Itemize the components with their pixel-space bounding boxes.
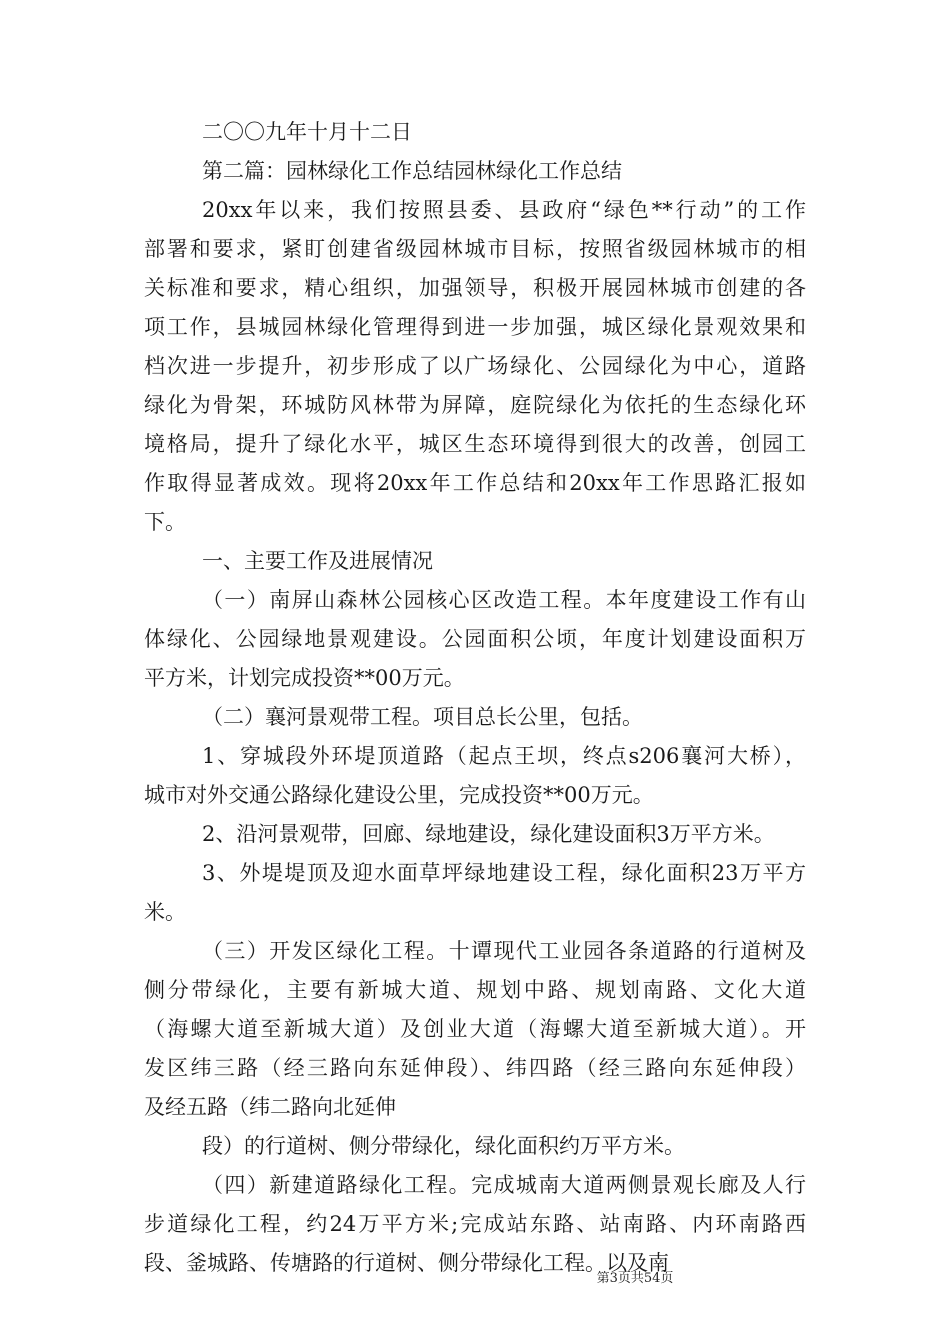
paragraph-line: 境格局，提升了绿化水平，城区生态环境得到很大的改善，创园工 — [144, 432, 806, 456]
paragraph-line: （一）南屏山森林公园核心区改造工程。本年度建设工作有山 — [202, 588, 806, 612]
paragraph-line: 关标准和要求，精心组织，加强领导，积极开展园林城市创建的各 — [144, 276, 806, 300]
section-title: 第二篇：园林绿化工作总结园林绿化工作总结 — [202, 159, 622, 183]
heading-main-work: 一、主要工作及进展情况 — [202, 549, 433, 573]
page-number-footer: 第3页共54页 — [596, 1271, 674, 1286]
date-line: 二〇〇九年十月十二日 — [202, 120, 412, 144]
paragraph-line: 段）的行道树、侧分带绿化，绿化面积约万平方米。 — [202, 1134, 685, 1158]
paragraph-line: 项工作，县城园林绿化管理得到进一步加强，城区绿化景观效果和 — [144, 315, 806, 339]
paragraph-line: 体绿化、公园绿地景观建设。公园面积公顷，年度计划建设面积万 — [144, 627, 806, 651]
paragraph-line: （二）襄河景观带工程。项目总长公里，包括。 — [202, 705, 643, 729]
paragraph-line: 档次进一步提升，初步形成了以广场绿化、公园绿化为中心，道路 — [144, 354, 806, 378]
paragraph-line: （海螺大道至新城大道）及创业大道（海螺大道至新城大道）。开 — [144, 1017, 806, 1041]
paragraph-line: 1、穿城段外环堤顶道路（起点王坝，终点s206襄河大桥）， — [202, 744, 806, 768]
paragraph-line: （四）新建道路绿化工程。完成城南大道两侧景观长廊及人行 — [202, 1173, 806, 1197]
document-body — [144, 113, 806, 1283]
paragraph-line: 发区纬三路（经三路向东延伸段）、纬四路（经三路向东延伸段） — [144, 1056, 806, 1080]
paragraph-line: （三）开发区绿化工程。十谭现代工业园各条道路的行道树及 — [202, 939, 806, 963]
paragraph-line: 20xx年以来，我们按照县委、县政府“绿色**行动”的工作 — [202, 198, 806, 222]
paragraph-line: 平方米，计划完成投资**00万元。 — [144, 666, 465, 690]
paragraph-line: 部署和要求，紧盯创建省级园林城市目标，按照省级园林城市的相 — [144, 237, 806, 261]
paragraph-line: 侧分带绿化，主要有新城大道、规划中路、规划南路、文化大道 — [144, 978, 806, 1002]
paragraph-line: 步道绿化工程，约24万平方米;完成站东路、站南路、内环南路西 — [144, 1212, 806, 1236]
paragraph-line: 3、外堤堤顶及迎水面草坪绿地建设工程，绿化面积23万平方 — [202, 861, 806, 885]
paragraph-line: 段、釜城路、传塘路的行道树、侧分带绿化工程。以及南 — [144, 1251, 669, 1275]
paragraph-line: 作取得显著成效。现将20xx年工作总结和20xx年工作思路汇报如 — [144, 471, 806, 495]
paragraph-line: 米。 — [144, 900, 186, 924]
paragraph-line: 2、沿河景观带，回廊、绿地建设，绿化建设面积3万平方米。 — [202, 822, 775, 846]
paragraph-line: 及经五路（纬二路向北延伸 — [144, 1095, 396, 1119]
paragraph-line: 城市对外交通公路绿化建设公里，完成投资**00万元。 — [144, 783, 654, 807]
paragraph-line: 下。 — [144, 510, 186, 534]
paragraph-line: 绿化为骨架，环城防风林带为屏障，庭院绿化为依托的生态绿化环 — [144, 393, 806, 417]
